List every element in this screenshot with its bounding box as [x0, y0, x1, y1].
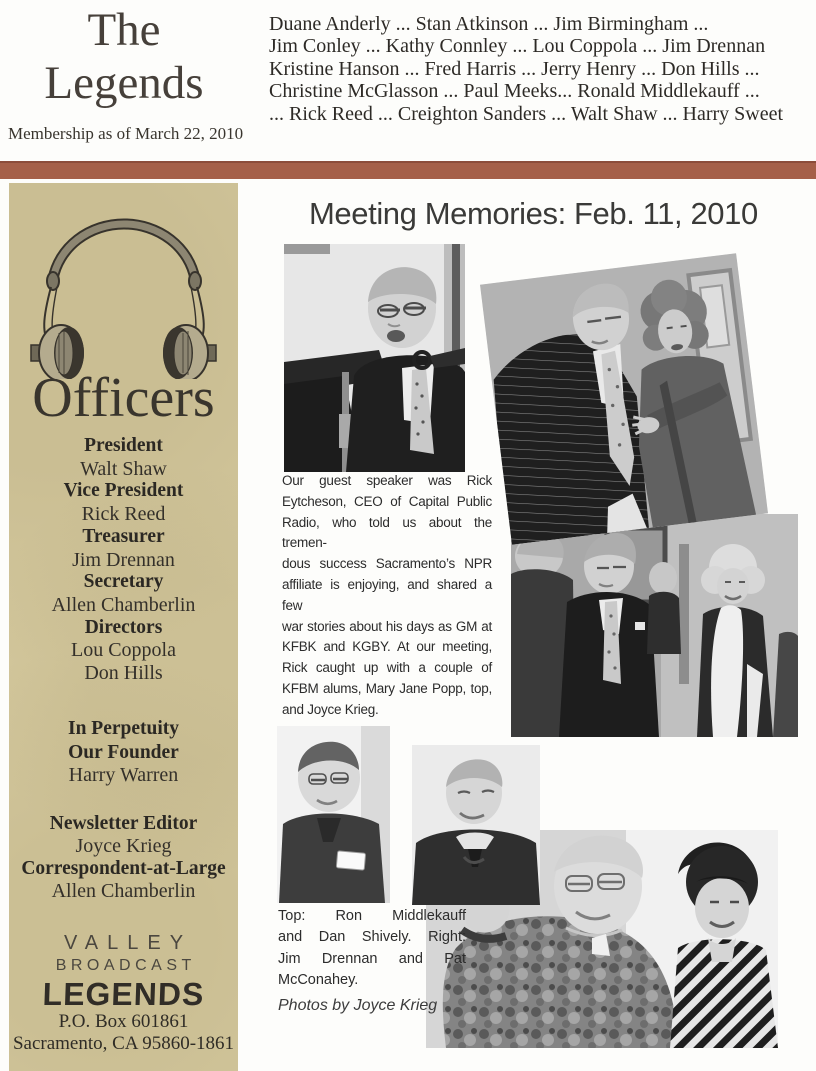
caption-line: Top: Ron Middlekauff — [278, 908, 466, 924]
officer-role: President — [84, 435, 163, 456]
photo-caption — [278, 906, 466, 991]
founder-label: Our Founder — [68, 741, 179, 763]
photo-popp-eytcheson — [480, 253, 768, 544]
article-line: and Joyce Krieg. — [282, 701, 379, 717]
member-list — [269, 13, 815, 125]
member-list-line: Kristine Hanson ... Fred Harris ... Jerry Henry ... Don Hills ... — [269, 57, 760, 80]
officer-name: Walt Shaw — [80, 457, 167, 480]
article-line: affiliate is enjoying, and shared a few — [282, 576, 492, 613]
org-name-valley: VALLEY — [63, 932, 193, 954]
editor-name: Joyce Krieg — [75, 835, 172, 858]
correspondent-role: Correspondent-at-Large — [21, 857, 226, 879]
org-city: Sacramento, CA 95860-1861 — [12, 1032, 235, 1054]
officer-name: Jim Drennan — [72, 548, 175, 571]
headphones-icon — [9, 197, 238, 379]
correspondent-name: Allen Chamberlin — [51, 879, 196, 902]
officer-name: Rick Reed — [81, 503, 166, 526]
article-line: KFBM alums, Mary Jane Popp, top, — [282, 680, 492, 696]
article-body — [282, 471, 492, 721]
editor-role: Newsletter Editor — [49, 813, 198, 834]
article-line: Rick caught up with a couple of — [282, 660, 492, 676]
perpetuity-block — [9, 717, 238, 788]
officer-role: Directors — [84, 616, 163, 638]
caption-line: McConahey. — [278, 971, 359, 988]
perpetuity-label: In Perpetuity — [67, 718, 180, 739]
photo-dan-shively — [412, 745, 540, 905]
caption-line: Jim Drennan and Pat — [278, 950, 466, 967]
article-line: KFBK and KGBY. At our meeting, — [282, 639, 492, 655]
member-list-line: Christine McGlasson ... Paul Meeks... Ronald Middlekauff ... — [269, 80, 760, 103]
officer-role: Treasurer — [82, 525, 165, 547]
officer-name: Allen Chamberlin — [51, 593, 196, 616]
officers-list — [9, 435, 238, 685]
photo-credit: Photos by Joyce Krieg — [278, 997, 438, 1014]
accent-divider-bar — [0, 161, 816, 179]
article-line: dous success Sacramento’s NPR — [282, 556, 492, 572]
staff-block — [9, 813, 238, 902]
officer-name: Lou Coppola — [71, 639, 176, 662]
caption-line: and Dan Shively. Right: — [278, 929, 466, 946]
org-po-box: P.O. Box 601861 — [58, 1011, 189, 1032]
sidebar — [9, 183, 238, 1071]
officer-name: Don Hills — [84, 662, 163, 685]
article-line: Radio, who told us about the tremen- — [282, 514, 492, 551]
newsletter-title-line1: The — [87, 4, 161, 56]
photo-speaker-at-podium — [284, 244, 465, 472]
founder-name: Harry Warren — [68, 764, 179, 786]
article-line: war stories about his days as GM at — [282, 618, 492, 634]
org-name-legends: LEGENDS — [42, 976, 205, 1012]
member-list-line: Duane Anderly ... Stan Atkinson ... Jim Birmingham ... — [269, 13, 709, 35]
newsletter-title-line2: Legends — [44, 57, 204, 109]
article-line: Our guest speaker was Rick — [282, 473, 492, 488]
page-title: Meeting Memories: Feb. 11, 2010 — [309, 196, 758, 231]
membership-note: Membership as of March 22, 2010 — [8, 124, 244, 143]
article-line: Eytcheson, CEO of Capital Public — [282, 493, 492, 509]
officer-role: Secretary — [83, 571, 164, 593]
photo-krieg-group — [511, 514, 798, 737]
photo-ron-middlekauff — [277, 726, 390, 903]
officer-role: Vice President — [63, 480, 184, 502]
officers-heading: Officers — [32, 367, 215, 429]
member-list-line: Jim Conley ... Kathy Connley ... Lou Coppola ... Jim Drennan — [269, 35, 766, 58]
org-name-broadcast: BROADCAST — [55, 957, 196, 974]
newsletter-title — [0, 4, 248, 110]
member-list-line: ... Rick Reed ... Creighton Sanders ... Walt Shaw ... Harry Sweet — [269, 102, 784, 125]
organization-block — [9, 931, 238, 1054]
